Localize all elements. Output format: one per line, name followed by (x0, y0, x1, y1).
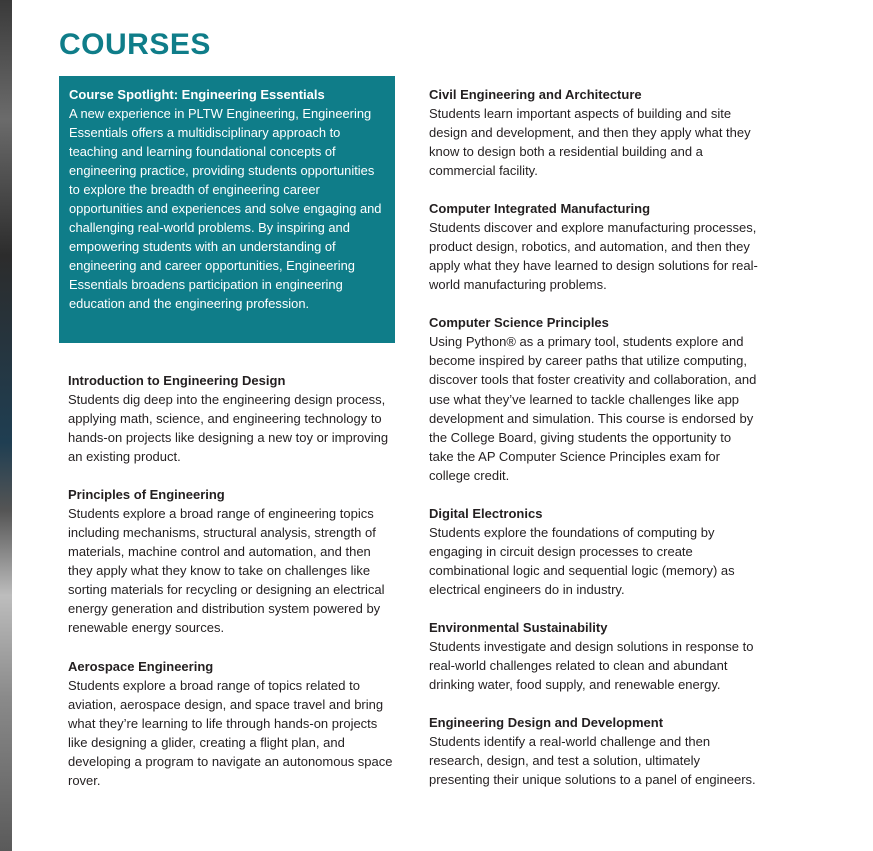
course-item (68, 657, 398, 790)
page-title: COURSES (59, 28, 211, 61)
course-item (429, 199, 759, 294)
course-description: Students explore a broad range of topics related to aviation, aerospace design, and space travel and bring what they’re learning to life through hands-on projects like designing a glider, creating a flight plan, and developing a program to navigate an autonomous space rover. (68, 677, 393, 788)
course-title: Introduction to Engineering Design (68, 373, 286, 388)
course-title: Environmental Sustainability (429, 619, 608, 635)
course-item (429, 313, 759, 484)
course-description: Students explore the foundations of computing by engaging in circuit design processes to create combinational logic and sequential logic (memory) as electrical engineers do in industry. (429, 524, 735, 597)
course-description: Students discover and explore manufacturing processes, product design, robotics, and automation, and then they apply what they have learned to design solutions for real-world manufacturing problems. (429, 220, 758, 293)
course-title: Aerospace Engineering (68, 658, 214, 674)
course-item (429, 618, 759, 694)
course-title: Digital Electronics (429, 505, 543, 521)
course-title: Engineering Design and Development (429, 715, 664, 731)
course-item (429, 504, 759, 599)
course-item (429, 85, 759, 180)
course-item (429, 713, 759, 789)
course-item (68, 371, 398, 466)
course-description: Using Python® as a primary tool, students explore and become inspired by career paths that utilize computing, discover tools that foster creativity and collaboration, and use what they’ve learned to tackle challenges like app development and simulation. This course is endorsed by the College Board, giving students the opportunity to take the AP Computer Science Principles exam for college credit. (429, 334, 757, 483)
course-title: Civil Engineering and Architecture (429, 87, 642, 102)
course-description: Students learn important aspects of building and site design and development, and then they apply what they know to design both a residential building and a commercial facility. (429, 106, 751, 179)
left-course-column (68, 371, 398, 809)
spotlight-title: Course Spotlight: Engineering Essentials (69, 87, 325, 102)
course-description: Students explore a broad range of engineering topics including mechanisms, structural analysis, strength of materials, machine control and automation, and then they apply what they know to take on challenges like sorting materials for recycling or designing an electrical energy generation and distribution system powered by renewable energy sources. (68, 506, 385, 636)
spotlight-body: A new experience in PLTW Engineering, Engineering Essentials offers a multidisciplinary approach to teaching and learning foundational concepts of engineering practice, providing students opportunities to explore the breadth of engineering career opportunities and experiences and solve engaging and challenging real-world problems. By inspiring and empowering students with an understanding of engineering and career opportunities, Engineering Essentials broadens participation in engineering education and the engineering profession. (69, 106, 382, 312)
course-description: Students identify a real-world challenge and then research, design, and test a solution, ultimately presenting their unique solutions to a panel of engineers. (429, 734, 756, 788)
course-spotlight-box (59, 76, 395, 343)
course-description: Students investigate and design solutions in response to real-world challenges related to clean and abundant drinking water, food supply, and renewable energy. (429, 638, 754, 693)
right-course-column (429, 85, 759, 808)
course-title: Computer Integrated Manufacturing (429, 201, 651, 217)
course-title: Computer Science Principles (429, 315, 609, 331)
course-description: Students dig deep into the engineering design process, applying math, science, and engineering technology to hands-on projects like designing a new toy or improving an existing product. (68, 392, 389, 465)
background-photo-edge (0, 0, 12, 851)
course-title: Principles of Engineering (68, 487, 225, 503)
course-item (68, 485, 398, 637)
